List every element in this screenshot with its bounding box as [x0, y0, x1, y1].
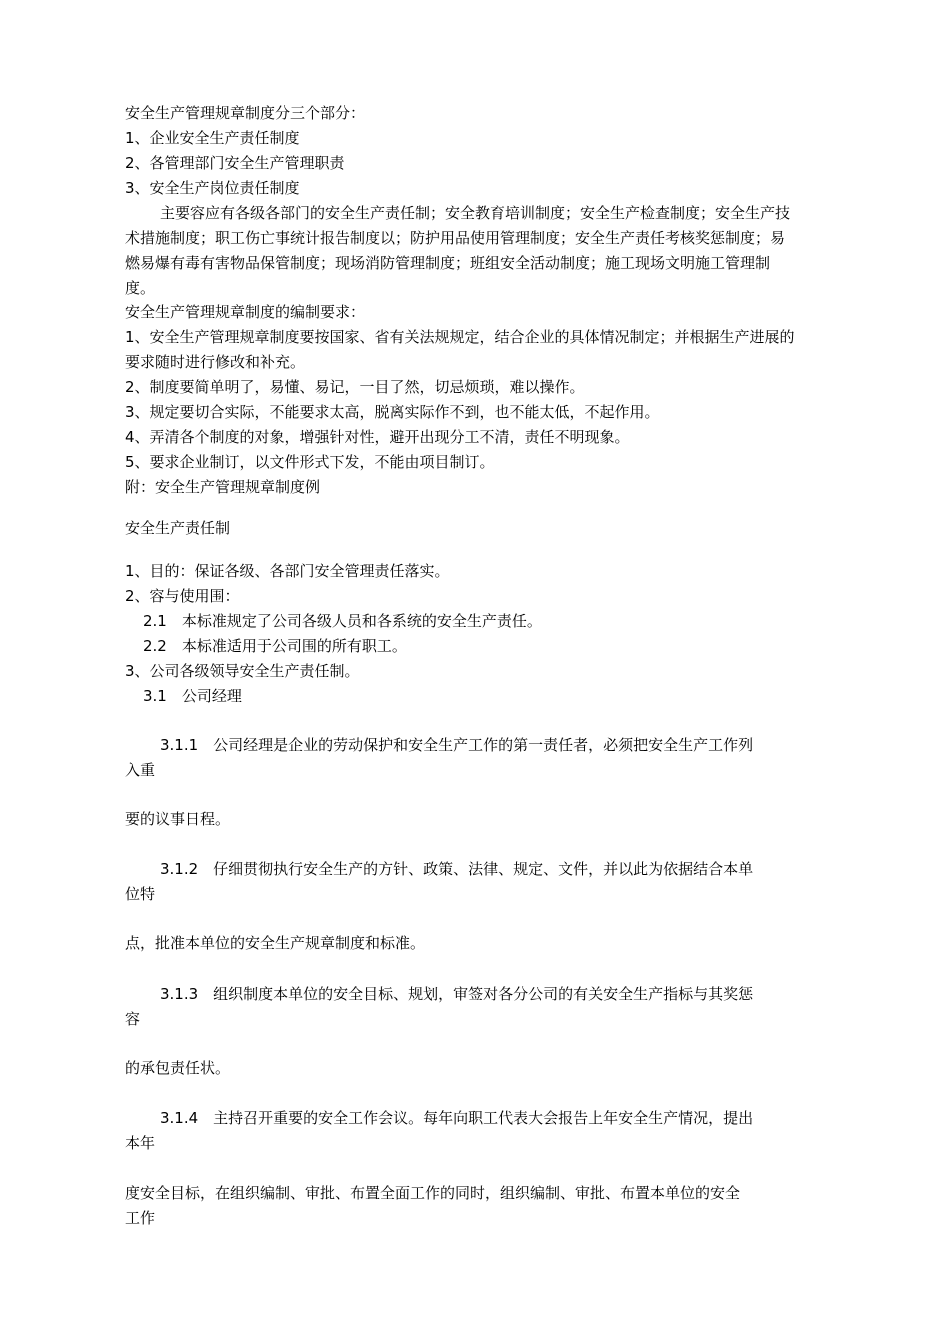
- appendix-line: 附：安全生产管理规章制度例: [125, 478, 321, 496]
- clause-3-1-3-line-3: 的承包责任状。: [125, 1059, 231, 1077]
- intro-item-3: 3、安全生产岗位责任制度: [125, 179, 300, 197]
- section-title: 安全生产责任制: [125, 519, 231, 537]
- clause-3-1-3-line-1: 3.1.3 组织制度本单位的安全目标、规划，审签对各分公司的有关安全生产指标与其奖惩: [160, 985, 754, 1003]
- requirement-5: 5、要求企业制订，以文件形式下发，不能由项目制订。: [125, 453, 495, 471]
- section-3-1: 3.1 公司经理: [143, 687, 242, 705]
- intro-item-2: 2、各管理部门安全生产管理职责: [125, 154, 345, 172]
- intro-para-line-2: 术措施制度；职工伤亡事统计报告制度以；防护用品使用管理制度；安全生产责任考核奖惩制度；易: [125, 229, 786, 247]
- section-2-1: 2.1 本标准规定了公司各级人员和各系统的安全生产责任。: [143, 612, 542, 630]
- clause-3-1-3-line-2: 容: [125, 1010, 141, 1028]
- section-2-2: 2.2 本标准适用于公司围的所有职工。: [143, 637, 407, 655]
- clause-3-1-1-line-2: 入重: [125, 761, 156, 779]
- clause-3-1-1-line-1: 3.1.1 公司经理是企业的劳动保护和安全生产工作的第一责任者，必须把安全生产工作列: [160, 736, 754, 754]
- section-2: 2、容与使用围：: [125, 587, 240, 605]
- requirement-3: 3、规定要切合实际，不能要求太高，脱离实际作不到，也不能太低，不起作用。: [125, 403, 660, 421]
- intro-para-line-1: 主要容应有各级各部门的安全生产责任制；安全教育培训制度；安全生产检查制度；安全生产技: [160, 204, 791, 222]
- requirement-4: 4、弄清各个制度的对象，增强针对性，避开出现分工不清，责任不明现象。: [125, 428, 630, 446]
- clause-3-1-4-line-4: 工作: [125, 1209, 156, 1227]
- requirement-1-line-2: 要求随时进行修改和补充。: [125, 353, 306, 371]
- intro-para-line-3: 燃易爆有毒有害物品保管制度；现场消防管理制度；班组安全活动制度；施工现场文明施工管理制: [125, 254, 771, 272]
- requirement-1-line-1: 1、安全生产管理规章制度要按国家、省有关法规规定，结合企业的具体情况制定；并根据生产进展的: [125, 328, 795, 346]
- clause-3-1-4-line-1: 3.1.4 主持召开重要的安全工作会议。每年向职工代表大会报告上年安全生产情况，提出: [160, 1109, 754, 1127]
- intro-para-line-4: 度。: [125, 279, 156, 297]
- clause-3-1-4-line-3: 度安全目标，在组织编制、审批、布置全面工作的同时，组织编制、审批、布置本单位的安全: [125, 1184, 741, 1202]
- intro-heading: 安全生产管理规章制度分三个部分：: [125, 104, 366, 122]
- requirements-heading: 安全生产管理规章制度的编制要求：: [125, 303, 366, 321]
- intro-item-1: 1、企业安全生产责任制度: [125, 129, 300, 147]
- requirement-2: 2、制度要简单明了，易懂、易记，一目了然，切忌烦琐，难以操作。: [125, 378, 585, 396]
- section-1: 1、目的：保证各级、各部门安全管理责任落实。: [125, 562, 450, 580]
- clause-3-1-2-line-2: 位特: [125, 885, 156, 903]
- clause-3-1-2-line-1: 3.1.2 仔细贯彻执行安全生产的方针、政策、法律、规定、文件，并以此为依据结合本单: [160, 860, 754, 878]
- clause-3-1-2-line-3: 点，批准本单位的安全生产规章制度和标准。: [125, 934, 426, 952]
- clause-3-1-4-line-2: 本年: [125, 1134, 156, 1152]
- section-3: 3、公司各级领导安全生产责任制。: [125, 662, 360, 680]
- clause-3-1-1-line-3: 要的议事日程。: [125, 810, 231, 828]
